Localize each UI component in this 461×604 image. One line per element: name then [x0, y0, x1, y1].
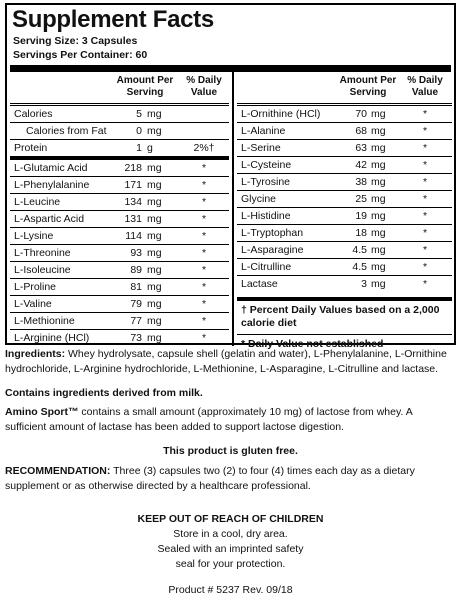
nutrient-amount: 4.5	[352, 261, 367, 273]
storage-line-2: Sealed with an imprinted safety	[157, 543, 304, 555]
product-name: Amino Sport™	[5, 406, 79, 418]
nutrient-row	[237, 259, 452, 276]
nutrient-unit: mg	[147, 125, 162, 137]
left-column	[10, 72, 229, 347]
nutrient-unit: mg	[147, 162, 162, 174]
nutrient-daily-value: *	[422, 108, 428, 120]
nutrient-daily-value: *	[201, 179, 207, 191]
nutrient-name: L-Citrulline	[241, 261, 292, 273]
nutrient-row	[10, 194, 229, 211]
nutrient-amount: 93	[130, 247, 142, 259]
supplement-facts-panel	[5, 3, 456, 350]
nutrient-name: L-Phenylalanine	[14, 179, 90, 191]
right-column	[237, 72, 452, 351]
nutrient-amount: 73	[130, 332, 142, 344]
nutrient-row	[10, 313, 229, 330]
footnote-divider	[237, 293, 452, 301]
nutrient-unit: mg	[147, 213, 162, 225]
nutrient-amount: 131	[124, 213, 142, 225]
nutrient-name: L-Methionine	[14, 315, 75, 327]
nutrient-daily-value: *	[422, 278, 428, 290]
nutrient-unit: mg	[371, 193, 386, 205]
nutrient-unit: mg	[147, 298, 162, 310]
nutrient-name: L-Glutamic Acid	[14, 162, 88, 174]
nutrient-daily-value: *	[422, 176, 428, 188]
nutrient-name: Calories	[14, 108, 53, 120]
nutrient-amount: 38	[355, 176, 367, 188]
nutrient-row	[237, 276, 452, 293]
amount-per-serving-header: Amount Per Serving	[116, 75, 174, 98]
nutrient-row	[237, 106, 452, 123]
nutrient-row	[10, 330, 229, 347]
nutrient-unit: mg	[371, 210, 386, 222]
nutrient-amount: 19	[355, 210, 367, 222]
header-divider	[10, 65, 451, 72]
nutrient-name: L-Valine	[14, 298, 52, 310]
nutrient-amount: 0	[136, 125, 142, 137]
nutrient-name: L-Aspartic Acid	[14, 213, 85, 225]
nutrient-amount: 4.5	[352, 244, 367, 256]
nutrient-amount: 171	[124, 179, 142, 191]
nutrient-amount: 70	[355, 108, 367, 120]
nutrient-unit: mg	[147, 315, 162, 327]
nutrient-row	[10, 228, 229, 245]
recommendation-paragraph	[5, 464, 456, 494]
nutrient-daily-value: *	[201, 247, 207, 259]
column-divider	[232, 72, 234, 346]
nutrient-name: Glycine	[241, 193, 277, 205]
nutrient-amount: 89	[130, 264, 142, 276]
storage-line-3: seal for your protection.	[175, 558, 286, 570]
nutrient-daily-value: *	[201, 281, 207, 293]
nutrient-amount: 134	[124, 196, 142, 208]
nutrient-name: L-Lysine	[14, 230, 54, 242]
nutrient-row	[10, 123, 229, 140]
facts-title: Supplement Facts	[12, 6, 214, 33]
nutrient-unit: mg	[147, 247, 162, 259]
nutrient-name: L-Alanine	[241, 125, 286, 137]
nutrient-amount: 63	[355, 142, 367, 154]
nutrient-amount: 5	[136, 108, 142, 120]
daily-value-header: % Daily Value	[407, 75, 443, 98]
nutrient-unit: mg	[147, 264, 162, 276]
nutrient-row	[237, 242, 452, 259]
nutrient-amount: 77	[130, 315, 142, 327]
left-rows	[10, 106, 229, 347]
nutrient-name: L-Cysteine	[241, 159, 292, 171]
nutrient-unit: mg	[147, 179, 162, 191]
nutrient-row	[10, 140, 229, 160]
daily-value-header: % Daily Value	[186, 75, 222, 98]
nutrient-name: L-Proline	[14, 281, 57, 293]
ingredients-paragraph	[5, 347, 456, 377]
nutrient-row	[237, 191, 452, 208]
nutrient-daily-value: *	[201, 264, 207, 276]
nutrient-name: L-Histidine	[241, 210, 291, 222]
nutrient-name: L-Threonine	[14, 247, 71, 259]
nutrient-daily-value: *	[201, 213, 207, 225]
nutrient-amount: 114	[125, 230, 142, 242]
nutrient-unit: mg	[371, 176, 386, 188]
nutrient-daily-value: *	[422, 125, 428, 137]
dv-not-established-footnote: * Daily Value not established	[241, 338, 384, 350]
nutrient-name: L-Tryptophan	[241, 227, 304, 239]
nutrient-daily-value: *	[201, 298, 207, 310]
right-rows	[237, 106, 452, 293]
nutrient-daily-value: *	[201, 315, 207, 327]
nutrient-daily-value: *	[422, 227, 428, 239]
nutrient-unit: mg	[371, 227, 386, 239]
nutrient-amount: 25	[355, 193, 367, 205]
nutrient-row	[10, 296, 229, 313]
nutrient-amount: 81	[130, 281, 142, 293]
nutrient-unit: mg	[147, 281, 162, 293]
nutrient-daily-value: *	[422, 193, 428, 205]
nutrient-unit: mg	[371, 142, 386, 154]
nutrient-unit: mg	[147, 230, 162, 242]
nutrient-daily-value: *	[422, 244, 428, 256]
recommendation-label: RECOMMENDATION:	[5, 465, 111, 477]
servings-per-container: Servings Per Container: 60	[13, 49, 148, 61]
storage-line-1: Store in a cool, dry area.	[173, 528, 288, 540]
nutrient-row	[237, 140, 452, 157]
nutrient-row	[237, 157, 452, 174]
nutrient-amount: 42	[355, 159, 367, 171]
nutrient-daily-value: *	[422, 261, 428, 273]
nutrient-name: L-Serine	[241, 142, 281, 154]
nutrient-daily-value: *	[201, 196, 207, 208]
nutrient-unit: mg	[371, 261, 386, 273]
nutrient-row	[237, 174, 452, 191]
nutrient-unit: mg	[371, 244, 386, 256]
nutrient-daily-value: *	[201, 332, 207, 344]
nutrient-daily-value: *	[201, 162, 207, 174]
nutrient-amount: 1	[136, 142, 142, 154]
nutrient-unit: mg	[371, 278, 386, 290]
serving-size: Serving Size: 3 Capsules	[13, 35, 138, 47]
nutrient-name: L-Asparagine	[241, 244, 304, 256]
nutrient-row	[237, 208, 452, 225]
nutrient-unit: mg	[371, 159, 386, 171]
nutrient-row	[10, 262, 229, 279]
left-column-header	[10, 72, 229, 104]
nutrient-amount: 3	[361, 278, 367, 290]
nutrient-name: L-Isoleucine	[14, 264, 71, 276]
recommendation-text: Three (3) capsules two (2) to four (4) times each day as a dietary supplement or as otherwise directed by a healthcare professional.	[5, 465, 415, 492]
nutrient-unit: mg	[147, 196, 162, 208]
gluten-free-note: This product is gluten free.	[163, 445, 298, 457]
nutrient-name: Calories from Fat	[26, 125, 107, 137]
keep-out-of-reach-warning: KEEP OUT OF REACH OF CHILDREN	[137, 513, 324, 525]
nutrient-name: L-Arginine (HCl)	[14, 332, 90, 344]
nutrient-daily-value: *	[201, 230, 207, 242]
nutrient-row	[10, 177, 229, 194]
nutrient-unit: mg	[371, 108, 386, 120]
nutrient-row	[10, 106, 229, 123]
right-column-header	[237, 72, 452, 104]
nutrient-daily-value: *	[422, 210, 428, 222]
nutrient-amount: 68	[355, 125, 367, 137]
nutrient-row	[10, 245, 229, 262]
nutrient-amount: 79	[130, 298, 142, 310]
nutrient-daily-value: *	[422, 159, 428, 171]
lactose-paragraph	[5, 405, 456, 435]
nutrient-name: L-Tyrosine	[241, 176, 291, 188]
product-code: Product # 5237 Rev. 09/18	[168, 584, 293, 596]
nutrient-row	[10, 279, 229, 296]
nutrient-name: L-Ornithine (HCl)	[241, 108, 321, 120]
nutrient-row	[10, 211, 229, 228]
ingredients-label: Ingredients:	[5, 348, 66, 360]
nutrient-daily-value: *	[422, 142, 428, 154]
nutrient-name: Protein	[14, 142, 48, 154]
nutrient-amount: 18	[355, 227, 367, 239]
percent-dv-footnote: † Percent Daily Values based on a 2,000 calorie diet	[241, 304, 440, 329]
nutrient-name: L-Leucine	[14, 196, 61, 208]
nutrient-row	[237, 123, 452, 140]
nutrient-unit: mg	[147, 108, 162, 120]
nutrient-unit: mg	[371, 125, 386, 137]
lactose-text: contains a small amount (approximately 10 mg) of lactose from whey. A sufficient amount of lactase has been added to support lactose digestion.	[5, 406, 413, 433]
nutrient-row	[237, 225, 452, 242]
storage-block	[5, 512, 456, 572]
nutrient-unit: mg	[147, 332, 162, 344]
nutrient-row	[10, 160, 229, 177]
amount-per-serving-header: Amount Per Serving	[339, 75, 397, 98]
nutrient-name: Lactase	[241, 278, 278, 290]
nutrient-amount: 218	[124, 162, 142, 174]
milk-allergen-note: Contains ingredients derived from milk.	[5, 387, 203, 399]
ingredients-text: Whey hydrolysate, capsule shell (gelatin and water), L-Phenylalanine, L-Ornithine hydrochloride, L-Arginine hydrochloride, L-Methionine, L-Asparagine, L-Citrulline and lactase.	[5, 348, 447, 375]
nutrient-daily-value: 2%†	[193, 142, 215, 154]
nutrient-unit: g	[147, 142, 153, 154]
